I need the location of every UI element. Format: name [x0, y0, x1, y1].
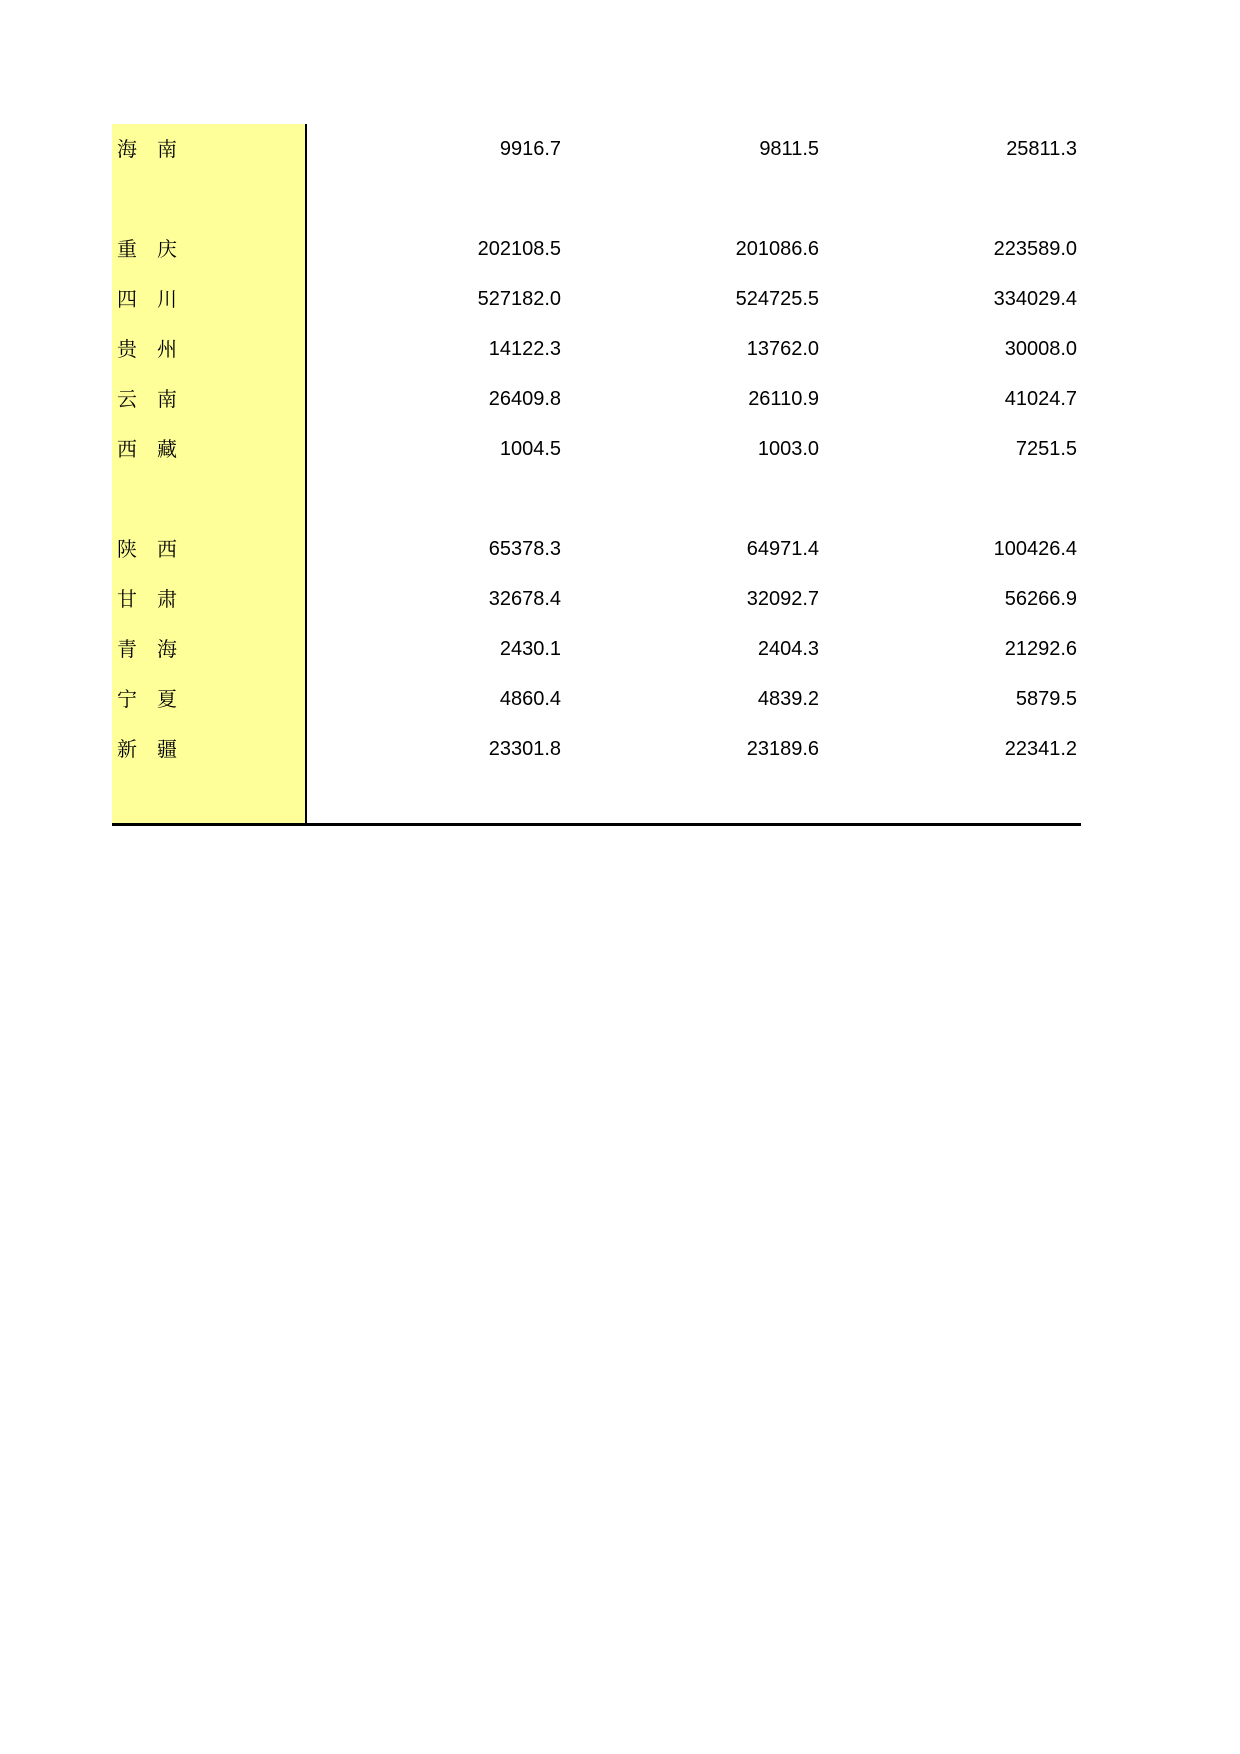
- value-col-2: 2404.3: [757, 638, 819, 660]
- table-row: [112, 624, 1081, 674]
- table-row: [112, 424, 1081, 474]
- value-col-2: 4839.2: [757, 688, 819, 710]
- value-col-2: 9811.5: [759, 138, 819, 160]
- table-row: [112, 674, 1081, 724]
- value-col-1: 32678.4: [488, 588, 561, 610]
- province-name: 陕 西: [117, 537, 177, 561]
- value-col-3: 41024.7: [1004, 388, 1077, 410]
- value-col-1: 23301.8: [488, 738, 561, 760]
- value-col-2: 26110.9: [748, 388, 819, 410]
- data-table: [112, 124, 1081, 825]
- province-name: 贵 州: [117, 337, 177, 361]
- value-col-1: 14122.3: [488, 338, 561, 360]
- value-col-3: 56266.9: [1004, 588, 1077, 610]
- value-col-3: 223589.0: [993, 238, 1077, 260]
- table-row: [112, 574, 1081, 624]
- table-row: [112, 724, 1081, 774]
- province-name: 宁 夏: [117, 687, 177, 711]
- value-col-3: 21292.6: [1004, 638, 1077, 660]
- value-col-3: 5879.5: [1015, 688, 1077, 710]
- value-col-3: 30008.0: [1004, 338, 1077, 360]
- value-col-1: 202108.5: [477, 238, 561, 260]
- province-name: 甘 肃: [117, 587, 177, 611]
- value-col-2: 201086.6: [735, 238, 819, 260]
- value-col-2: 13762.0: [746, 338, 819, 360]
- value-col-2: 23189.6: [746, 738, 819, 760]
- table-row: [112, 274, 1081, 324]
- value-col-1: 527182.0: [477, 288, 561, 310]
- table-row: [112, 374, 1081, 424]
- province-name: 新 疆: [117, 737, 177, 761]
- value-col-1: 2430.1: [499, 638, 561, 660]
- value-col-1: 4860.4: [499, 688, 561, 710]
- province-name: 四 川: [117, 287, 177, 311]
- value-col-3: 25811.3: [1006, 138, 1077, 160]
- province-name: 青 海: [117, 637, 177, 661]
- value-col-1: 65378.3: [488, 538, 561, 560]
- table-bottom-rule: [112, 823, 1081, 826]
- value-col-3: 7251.5: [1015, 438, 1077, 460]
- province-name: 云 南: [117, 387, 177, 411]
- province-name: 西 藏: [117, 437, 177, 461]
- value-col-2: 524725.5: [735, 288, 819, 310]
- value-col-2: 1003.0: [757, 438, 819, 460]
- value-col-2: 32092.7: [746, 588, 819, 610]
- value-col-3: 100426.4: [993, 538, 1077, 560]
- value-col-3: 334029.4: [993, 288, 1077, 310]
- table-row: [112, 524, 1081, 574]
- table-row: [112, 124, 1081, 174]
- value-col-1: 26409.8: [488, 388, 561, 410]
- table-row: [112, 224, 1081, 274]
- value-col-1: 1004.5: [499, 438, 561, 460]
- value-col-3: 22341.2: [1004, 738, 1077, 760]
- province-name: 重 庆: [117, 237, 177, 261]
- province-name: 海 南: [117, 137, 177, 161]
- table-row: [112, 324, 1081, 374]
- value-col-2: 64971.4: [746, 538, 819, 560]
- value-col-1: 9916.7: [499, 138, 561, 160]
